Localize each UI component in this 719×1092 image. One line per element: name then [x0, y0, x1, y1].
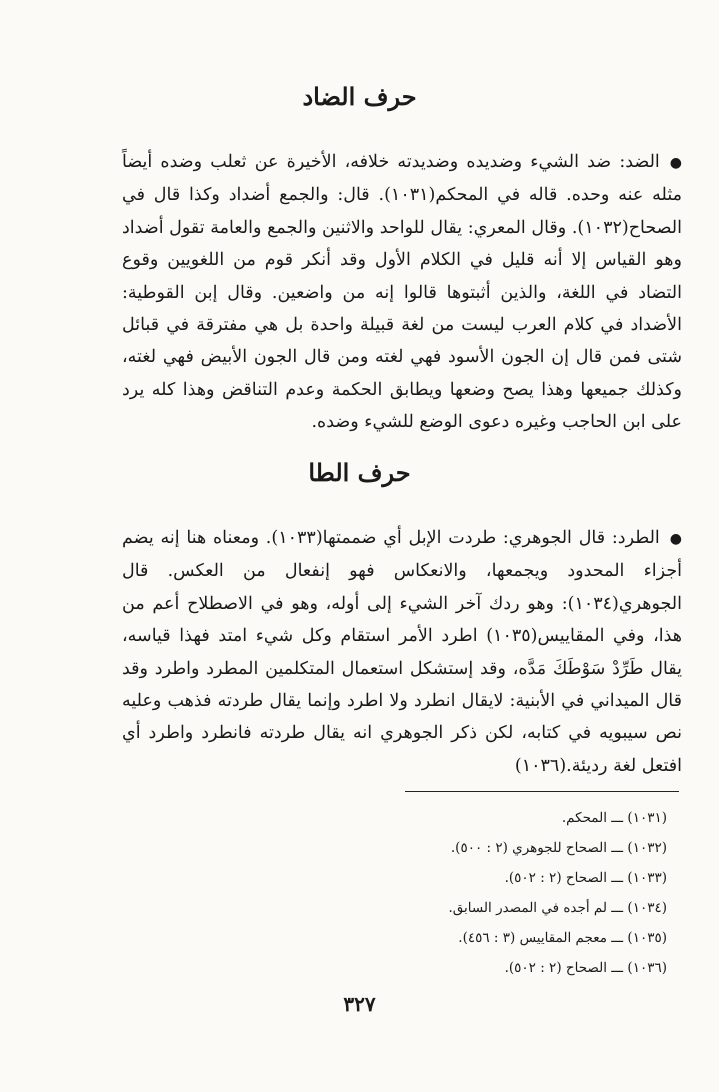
section-heading-dad: حرف الضاد [302, 82, 417, 111]
page-number: ٣٢٧ [343, 992, 376, 1016]
footnote: (١٠٣٦) ـــ الصحاح (٢ : ٥٠٢). [504, 960, 667, 976]
footnote: (١٠٣٣) ـــ الصحاح (٢ : ٥٠٢). [504, 870, 667, 886]
footnote: (١٠٣٢) ـــ الصحاح للجوهري (٢ : ٥٠٠). [450, 840, 667, 856]
entry-text: الضد: ضد الشيء وضديده وضديدته خلافه، الأخيرة عن ثعلب وضده أيضاً مثله عنه وحده. قاله في المحكم(١٠٣١). قال: والجمع أضداد وكذا قال في الصحاح(١٠٣٢). وقال المعري: يقال للواحد والاثنين والجمع والعامة تقول أضداد وهو القياس إلا أنه قليل في الكلام الأول وقد أنكر قوم من اللغويين وقوع التضاد في اللغة، والذين أثبتوها قالوا إنه من واضعين. وقال إبن القوطية: الأضداد في كلام العرب ليست من لغة قبيلة واحدة بل هي مفترقة في قبائل شتى فمن قال إن الجون الأسود فهي لغته ومن قال الجون الأبيض فهي لغته، وكذلك جميعها وهذا يصح وضعها ويطابق الحكمة وعدم التناقض وهذا كله يرد على ابن الحاجب وغيره دعوى الوضع للشيء وضده. [122, 152, 682, 433]
bullet-icon: ● [669, 531, 682, 547]
footnote: (١٠٣٥) ـــ معجم المقاييس (٣ : ٤٥٦). [458, 930, 667, 946]
bullet-icon: ● [669, 155, 682, 171]
footnote: (١٠٣١) ـــ المحكم. [561, 810, 667, 826]
footnote: (١٠٣٤) ـــ لم أجده في المصدر السابق. [448, 900, 667, 916]
footnotes-list [337, 803, 667, 983]
footnote-divider [405, 791, 679, 792]
entry-text: الطرد: قال الجوهري: طردت الإبل أي ضممتها(١٠٣٣). ومعناه هنا إنه يضم أجزاء المحدود ويجمعها، والانعكاس فهو إنفعال من العكس. قال الجوهري(١٠٣٤): وهو ردك آخر الشيء إلى أوله، وهو في الاصطلاح أعم من هذا، وفي المقاييس(١٠٣٥) اطرد الأمر استقام وكل شيء امتد فهذا قياسه، يقال طَرِّدْ سَوْطَكَ مَدَّه، وقد إستشكل استعمال المتكلمين المطرد واطرد وقد قال الميداني في الأبنية: لايقال انطرد ولا اطرد وإنما يقال طردته فذهب وعليه نص سيبويه في كتابه، لكن ذكر الجوهري انه يقال طردته فانطرد واطرد أي افتعل لغة رديئة.(١٠٣٦) [122, 528, 682, 776]
entry-al-didd [122, 146, 682, 439]
entry-al-tard [122, 522, 682, 782]
section-heading-ta: حرف الطا [308, 458, 411, 487]
